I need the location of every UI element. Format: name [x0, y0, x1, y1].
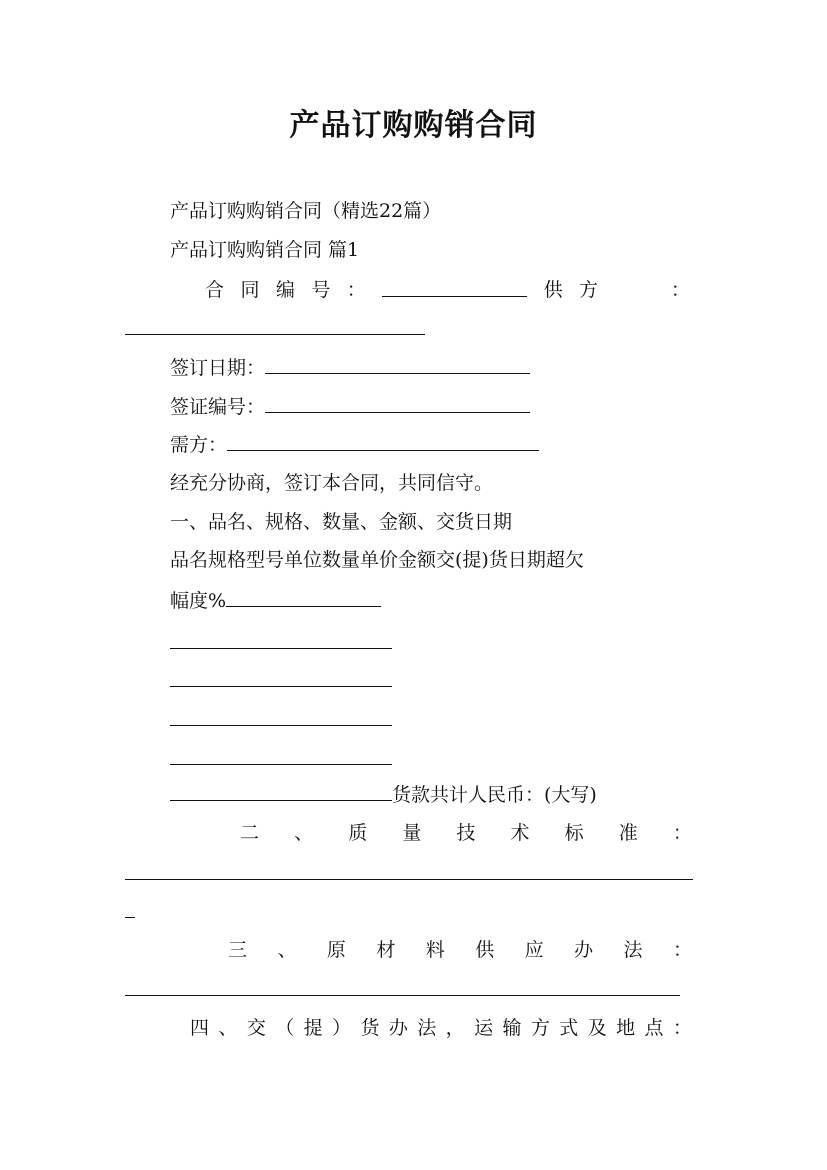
- char: 号: [311, 279, 331, 301]
- contract-number-row: [205, 278, 690, 302]
- char: 点: [644, 1017, 664, 1039]
- char: 二: [240, 822, 260, 844]
- char: 供: [475, 939, 495, 961]
- char: 提: [303, 1017, 323, 1039]
- char: ：: [672, 1017, 692, 1039]
- cert-number-blank: [265, 394, 530, 413]
- sign-date-label: 签订日期：: [170, 357, 266, 379]
- char: 法: [417, 1017, 437, 1039]
- cert-number-row: [170, 394, 530, 419]
- char: 同: [240, 279, 260, 301]
- char: ）: [332, 1017, 352, 1039]
- buyer-row: [170, 432, 539, 457]
- range-label: 幅度%: [170, 590, 227, 612]
- char: ：: [672, 939, 692, 961]
- subtitle: 产品订购购销合同（精选22篇）: [170, 200, 442, 222]
- char: 技: [456, 822, 476, 844]
- char: 编: [275, 279, 295, 301]
- range-row: [170, 588, 381, 613]
- cert-number-label: 签证编号：: [170, 396, 266, 418]
- char: 四: [190, 1017, 210, 1039]
- clause-3-heading: [228, 938, 692, 962]
- char: 办: [574, 939, 594, 961]
- char: 材: [376, 939, 396, 961]
- char: 合: [205, 279, 225, 301]
- char: 办: [388, 1017, 408, 1039]
- char: 、: [294, 822, 314, 844]
- clause-2-blank: [125, 879, 693, 880]
- total-label: 货款共计人民币：(大写): [392, 784, 597, 806]
- total-row: [170, 782, 597, 807]
- char: ：: [670, 279, 690, 301]
- char: 地: [616, 1017, 636, 1039]
- char: ：: [346, 279, 366, 301]
- char: 准: [618, 822, 638, 844]
- char: 术: [510, 822, 530, 844]
- char: ：: [672, 822, 692, 844]
- char: 输: [502, 1017, 522, 1039]
- char: 法: [623, 939, 643, 961]
- char: 、: [218, 1017, 238, 1039]
- contract-number-blank: [382, 278, 527, 297]
- clause-3-blank: [125, 995, 680, 996]
- sign-date-row: [170, 355, 530, 380]
- table-blank-line: [170, 725, 392, 726]
- table-blank-line: [170, 764, 392, 765]
- agreement-text: 经充分协商，签订本合同，共同信守。: [170, 472, 494, 494]
- char: 料: [425, 939, 445, 961]
- clause-1-heading: 一、品名、规格、数量、金额、交货日期: [170, 511, 513, 533]
- char: 、: [277, 939, 297, 961]
- char: 方: [530, 1017, 550, 1039]
- supplier-blank: [125, 334, 425, 335]
- table-blank-line: [170, 686, 392, 687]
- char: ，: [445, 1017, 465, 1039]
- document-title: 产品订购购销合同: [289, 108, 538, 143]
- char: 货: [360, 1017, 380, 1039]
- char: 供: [543, 279, 563, 301]
- char: 交: [246, 1017, 266, 1039]
- section-heading: 产品订购购销合同 篇1: [170, 239, 360, 261]
- columns-text: 品名规格型号单位数量单价金额交(提)货日期超欠: [170, 549, 584, 571]
- char: （: [275, 1017, 295, 1039]
- clause-4-heading: [190, 1016, 692, 1040]
- char: 运: [474, 1017, 494, 1039]
- char: 量: [402, 822, 422, 844]
- char: 原: [326, 939, 346, 961]
- char: 应: [524, 939, 544, 961]
- char: 式: [559, 1017, 579, 1039]
- buyer-label: 需方：: [170, 434, 228, 456]
- clause-2-heading: [240, 821, 692, 845]
- buyer-blank: [227, 432, 539, 451]
- char: 三: [228, 939, 248, 961]
- sign-date-blank: [265, 355, 530, 374]
- char: 质: [348, 822, 368, 844]
- char: 标: [564, 822, 584, 844]
- table-blank-line: [170, 648, 392, 649]
- range-blank: [226, 588, 381, 607]
- total-blank: [170, 782, 392, 801]
- char: 及: [587, 1017, 607, 1039]
- clause-2-blank-tail: [125, 917, 135, 918]
- char: 方: [579, 279, 599, 301]
